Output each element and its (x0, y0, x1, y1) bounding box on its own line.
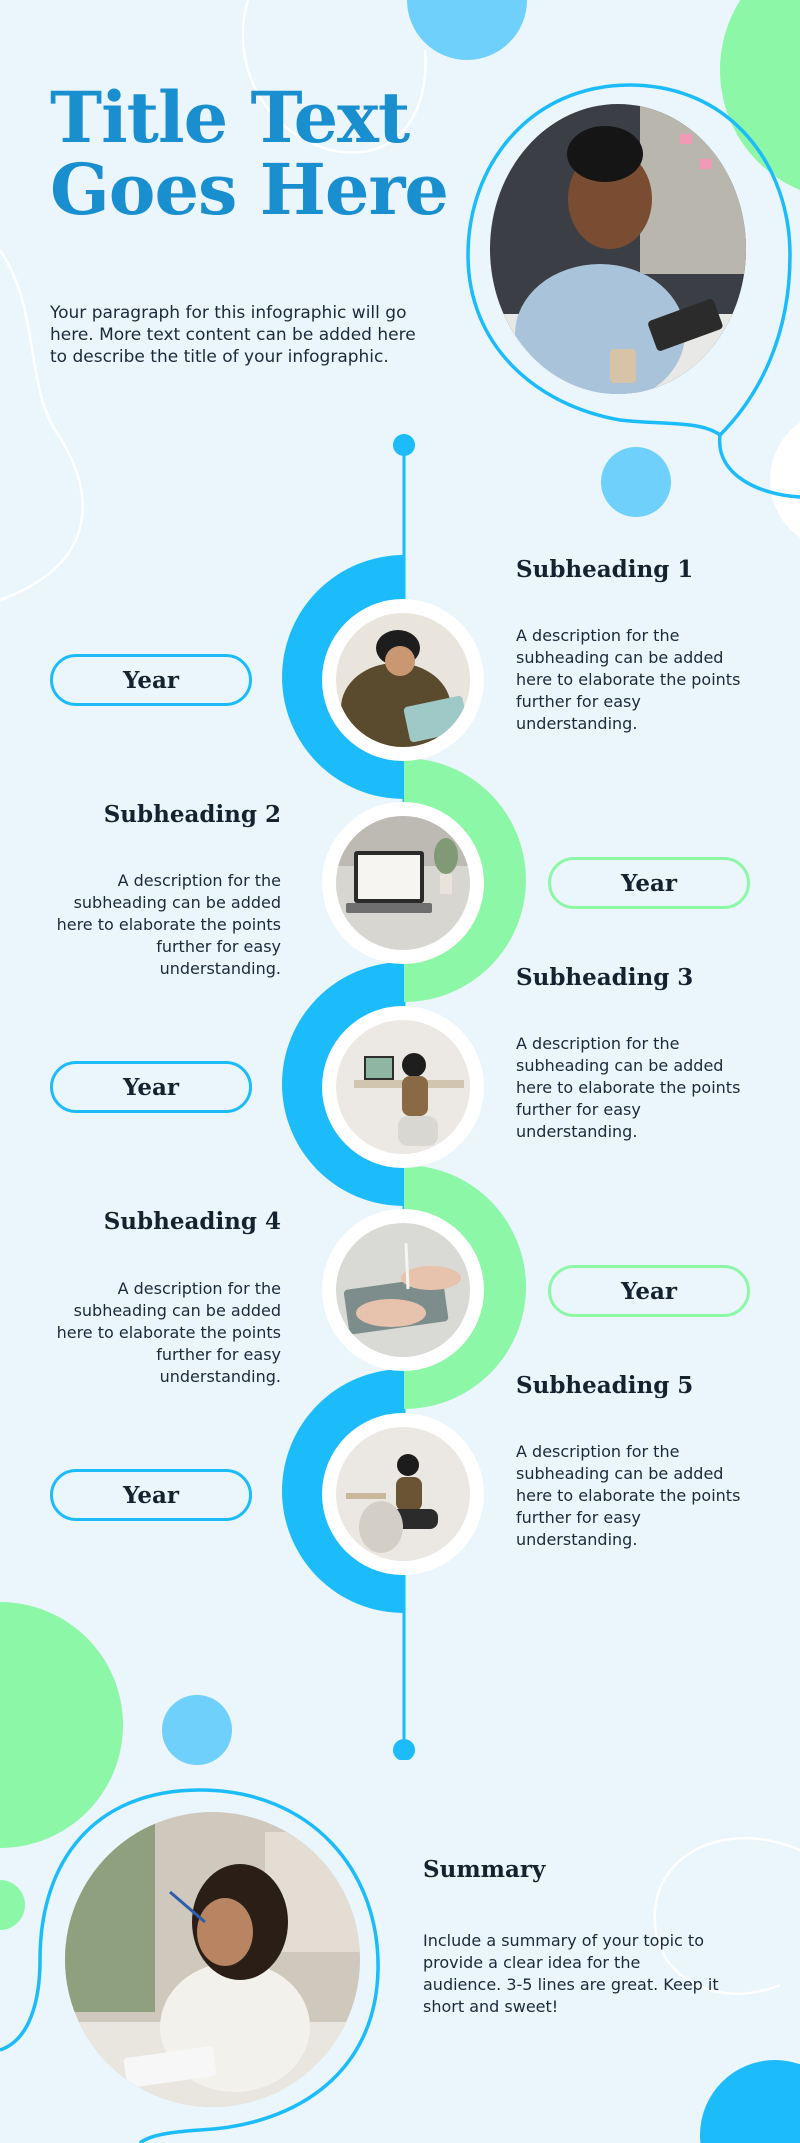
woman-drawing-on-tablet-image (336, 613, 470, 747)
year-label-3: Year (122, 1073, 180, 1101)
year-pill-4 (548, 1265, 750, 1317)
subheading-4: Subheading 4 (103, 1208, 281, 1235)
subheading-3: Subheading 3 (516, 964, 694, 991)
description-2: A description for the subheading can be added here to elaborate the points further for easy understanding. (56, 871, 281, 978)
timeline-photo-3 (336, 1020, 470, 1154)
woman-sitting-with-tablet-image (336, 1427, 470, 1561)
timeline-photo-2 (336, 816, 470, 950)
description-1: A description for the subheading can be added here to elaborate the points further for easy understanding. (516, 626, 741, 733)
timeline-photo-5 (336, 1427, 470, 1561)
hero-photo (490, 104, 746, 394)
year-pill-3 (50, 1061, 252, 1113)
summary-text: Include a summary of your topic to provide a clear idea for the audience. 3-5 lines are great. Keep it short and sweet! (423, 1931, 719, 2016)
year-label-1: Year (122, 666, 180, 694)
woman-with-tablet-image (490, 104, 746, 394)
woman-at-computer-desk-image (336, 1020, 470, 1154)
description-3: A description for the subheading can be added here to elaborate the points further for easy understanding. (516, 1034, 741, 1141)
description-4: A description for the subheading can be added here to elaborate the points further for easy understanding. (56, 1279, 281, 1386)
subheading-2: Subheading 2 (103, 801, 281, 828)
hands-with-stylus-image (336, 1223, 470, 1357)
blob-bottom-right-blue (700, 2060, 800, 2143)
year-label-5: Year (122, 1481, 180, 1509)
year-pill-5 (50, 1469, 252, 1521)
timeline-photo-4 (336, 1223, 470, 1357)
timeline-start-dot (393, 434, 415, 456)
blob-bottom-blue (162, 1695, 232, 1765)
year-pill-1 (50, 654, 252, 706)
timeline-photo-1 (336, 613, 470, 747)
timeline-end-dot (393, 1739, 415, 1760)
summary-title: Summary (423, 1856, 546, 1883)
year-label-2: Year (620, 869, 678, 897)
subheading-5: Subheading 5 (516, 1372, 694, 1399)
summary-photo (65, 1812, 360, 2107)
year-label-4: Year (620, 1277, 678, 1305)
page-title: Title Text Goes Here (50, 76, 448, 231)
description-5: A description for the subheading can be added here to elaborate the points further for easy understanding. (516, 1442, 741, 1549)
woman-on-phone-image (65, 1812, 360, 2107)
intro-paragraph: Your paragraph for this infographic will go here. More text content can be added here to describe the title of your infographic. (50, 303, 416, 367)
laptop-on-desk-image (336, 816, 470, 950)
subheading-1: Subheading 1 (516, 556, 694, 583)
year-pill-2 (548, 857, 750, 909)
